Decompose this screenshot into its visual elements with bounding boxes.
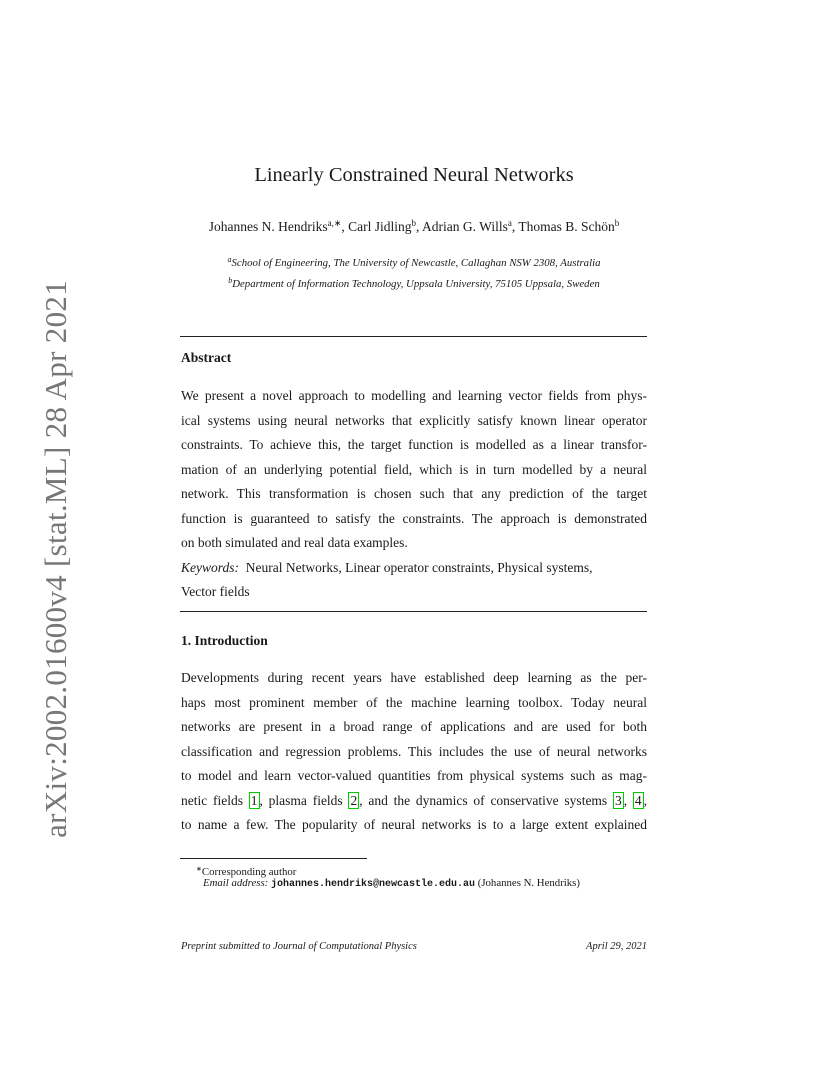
abstract-line: function is guaranteed to satisfy the constraints. The approach is demonstrated	[181, 510, 647, 526]
abstract-line: constraints. To achieve this, the target function is modelled as a linear transfor-	[181, 437, 647, 452]
abstract-line: mation of an underlying potential field, which is in turn modelled by a neural	[181, 461, 647, 477]
author-affil-mark: a	[507, 218, 512, 228]
email-label: Email address:	[203, 877, 269, 889]
abstract-heading: Abstract	[181, 350, 232, 365]
email-owner: (Johannes N. Hendriks)	[477, 877, 580, 889]
affiliation	[0, 255, 828, 269]
author-affil-mark: b	[614, 218, 620, 228]
affiliation-text: Department of Information Technology, Uppsala University, 75105 Uppsala, Sweden	[232, 278, 600, 290]
author-list: Johannes N. Hendriks$^{a,∗}$, Carl Jidling$^b$, Adrian G. Wills$^a$, Thomas B. Schön$^b$	[208, 218, 620, 234]
abstract-line: on both simulated and real data examples.	[181, 535, 408, 550]
affiliation-mark: a	[227, 255, 232, 264]
intro-line: to name a few. The popularity of neural networks is to a large extent explained	[181, 817, 647, 832]
affiliation	[0, 276, 828, 290]
email-address[interactable]: johannes.hendriks@newcastle.edu.au	[270, 879, 476, 890]
citation-link[interactable]: 1	[250, 792, 258, 808]
affiliation-text: School of Engineering, The University of Newcastle, Callaghan NSW 2308, Australia	[231, 257, 601, 269]
introduction-body	[181, 666, 647, 838]
affiliation-mark: b	[228, 276, 233, 285]
citation-link[interactable]: 4	[634, 792, 642, 808]
abstract-top-rule	[180, 336, 647, 337]
intro-line: networks are present in a broad range of applications and are used for both	[181, 719, 647, 734]
intro-text: ,	[623, 792, 633, 808]
author-name: Johannes N. Hendriks	[208, 219, 328, 234]
footnote-email	[203, 876, 580, 892]
section-heading-introduction: 1. Introduction	[181, 633, 268, 648]
intro-line: to model and learn vector-valued quantities from physical systems such as mag-	[181, 768, 647, 783]
abstract-line: network. This transformation is chosen such that any prediction of the target	[181, 486, 647, 501]
footer-date: April 29, 2021	[586, 941, 647, 952]
keywords-text: Neural Networks, Linear operator constraints, Physical systems,	[245, 559, 593, 575]
intro-line: haps most prominent member of the machine learning toolbox. Today neural	[181, 694, 647, 710]
abstract-bottom-rule	[180, 611, 647, 612]
footnote-mark: ∗	[196, 865, 202, 873]
intro-line: Developments during recent years have established deep learning as the per-	[181, 670, 647, 685]
abstract-body	[181, 384, 647, 605]
paper-title: Linearly Constrained Neural Networks	[254, 164, 574, 186]
footer-preprint: Preprint submitted to Journal of Computational Physics	[181, 941, 417, 952]
keywords-line	[181, 556, 647, 581]
intro-text: ,	[643, 792, 647, 808]
intro-text: , and the dynamics of conservative systems	[359, 792, 613, 808]
footnote-text: Corresponding author	[201, 866, 297, 878]
keywords-continuation: Vector fields	[181, 584, 250, 599]
intro-text: netic fields	[181, 792, 249, 808]
author-affil-mark: b	[411, 218, 417, 228]
keywords-label: Keywords:	[181, 559, 239, 575]
footnote-rule	[180, 858, 367, 859]
intro-line-citations	[181, 789, 647, 814]
abstract-line: We present a novel approach to modelling and learning vector fields from phys-	[181, 388, 647, 403]
author-affil-mark: a,∗	[327, 218, 342, 228]
author-name: Thomas B. Schön	[518, 219, 615, 234]
intro-line: classification and regression problems. This includes the use of neural networks	[181, 743, 647, 759]
citation-link[interactable]: 2	[350, 792, 358, 808]
abstract-line: ical systems using neural networks that explicitly satisfy known linear operator	[181, 412, 647, 428]
citation-link[interactable]: 3	[614, 792, 622, 808]
author-name: Adrian G. Wills	[422, 219, 508, 234]
intro-text: , plasma fields	[259, 792, 349, 808]
author-name: Carl Jidling	[348, 219, 412, 234]
arxiv-identifier: arXiv:2002.01600v4 [stat.ML] 28 Apr 2021	[38, 280, 73, 838]
